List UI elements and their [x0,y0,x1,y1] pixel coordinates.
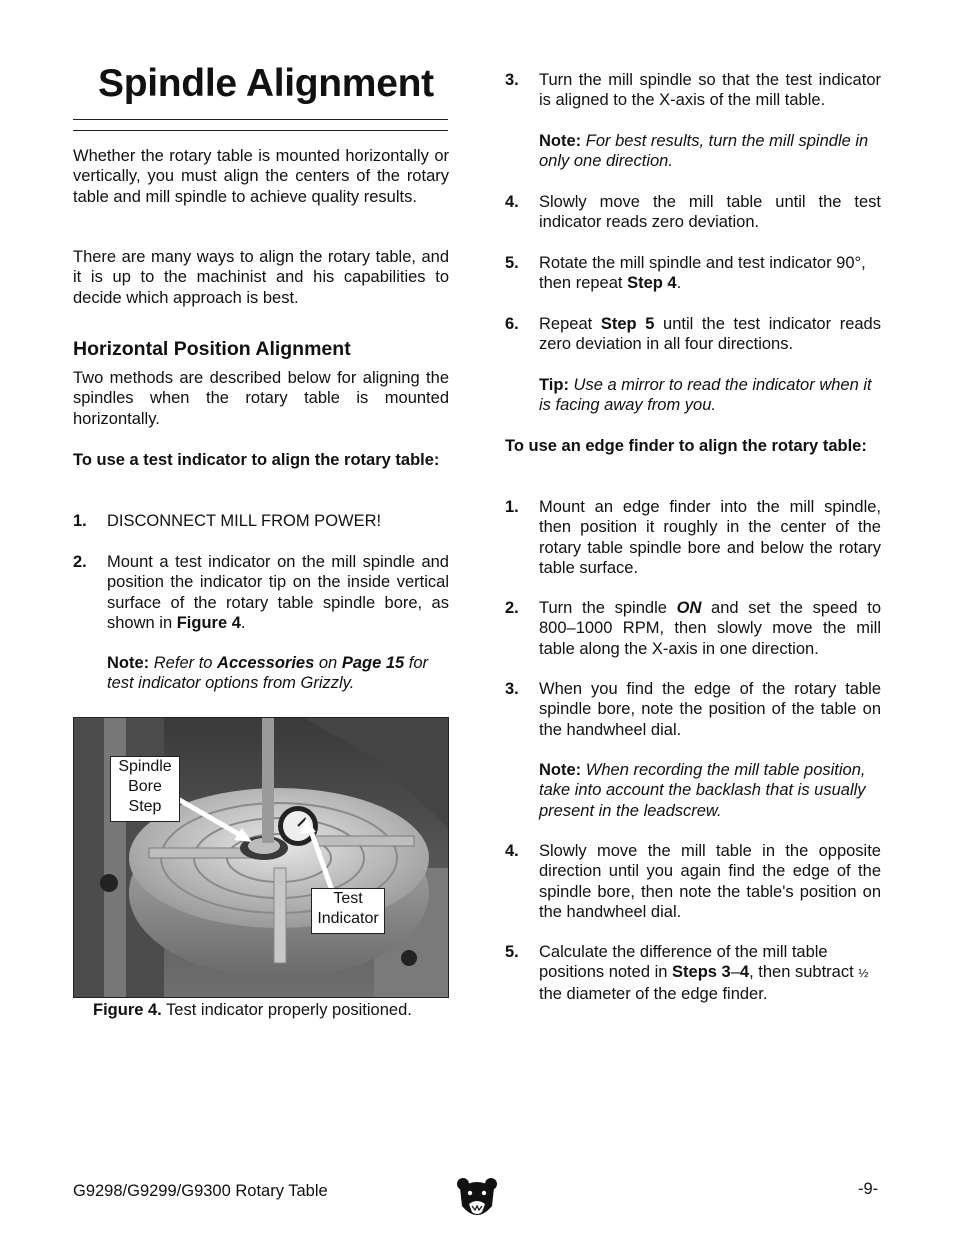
step-text: Rotate the mill spindle and test indicator 90°, then repeat Step 4. [539,254,866,293]
callout-spindle-bore-step: Spindle Bore Step [110,756,180,822]
step-number: 3. [505,680,519,698]
title-rule-top [73,119,448,120]
step-text: Mount an edge finder into the mill spindle, then position it roughly in the center of the rotary table spindle bore and below the rotary table surface. [539,498,881,578]
step-text: Calculate the difference of the mill table positions noted in Steps 3–4, then subtract ½ the diameter of the edge finder. [539,943,869,1003]
step-number: 5. [505,943,519,961]
note-accessories: Note: Refer to Accessories on Page 15 for test indicator options from Grizzly. [107,654,429,693]
grizzly-bear-logo-icon [456,1176,498,1222]
step-text: Slowly move the mill table in the opposite direction until you again find the edge of the spindle bore, then note the table's position on the handwheel dial. [539,842,881,922]
step-number: 3. [505,71,519,89]
step-number: 1. [73,512,87,530]
title-rule-bottom [73,130,448,131]
section-description: Two methods are described below for aligning the spindles when the rotary table is mounted horizontally. [73,369,449,428]
callout-test-indicator: Test Indicator [311,888,385,934]
step-number: 5. [505,254,519,272]
step-text: Slowly move the mill table until the test indicator reads zero deviation. [539,193,881,232]
note-one-direction: Note: For best results, turn the mill spindle in only one direction. [539,132,869,171]
section-heading: Horizontal Position Alignment [73,338,351,360]
method-a-heading: To use a test indicator to align the rotary table: [73,451,440,469]
step-text: Turn the spindle ON and set the speed to 800–1000 RPM, then slowly move the mill table along the X-axis in one direction. [539,599,881,658]
step-number: 2. [73,553,87,571]
intro-paragraph-2: There are many ways to align the rotary table, and it is up to the machinist and his capabilities to decide which approach is best. [73,248,449,307]
step-text: DISCONNECT MILL FROM POWER! [107,512,382,530]
method-b-heading: To use an edge finder to align the rotary table: [505,437,867,455]
step-text: When you find the edge of the rotary table spindle bore, note the position of the table on the handwheel dial. [539,680,881,739]
figure-4-photo [73,717,449,998]
step-text: Mount a test indicator on the mill spindle and position the indicator tip on the inside vertical surface of the rotary table spindle bore, as shown in Figure 4. [107,553,449,633]
step-number: 6. [505,315,519,333]
intro-paragraph-1: Whether the rotary table is mounted horizontally or vertically, you must align the centers of the rotary table and mill spindle to achieve quality results. [73,147,449,206]
step-number: 1. [505,498,519,516]
step-number: 2. [505,599,519,617]
page-number: -9- [858,1180,879,1198]
tip-mirror: Tip: Use a mirror to read the indicator when it is facing away from you. [539,376,872,415]
page-title: Spindle Alignment [98,62,434,105]
step-number: 4. [505,193,519,211]
note-backlash: Note: When recording the mill table position, take into account the backlash that is usually present in the leadscrew. [539,761,866,820]
step-text: Repeat Step 5 until the test indicator reads zero deviation in all four directions. [539,315,881,354]
step-number: 4. [505,842,519,860]
figure-caption: Figure 4. Test indicator properly positioned. [93,1001,412,1019]
footer-model: G9298/G9299/G9300 Rotary Table [73,1182,328,1200]
step-text: Turn the mill spindle so that the test indicator is aligned to the X-axis of the mill table. [539,71,881,110]
